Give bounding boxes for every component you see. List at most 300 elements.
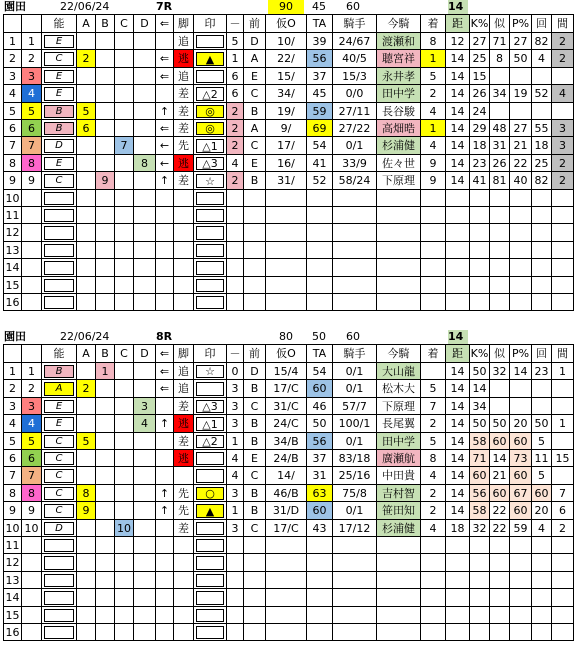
cell-ni bbox=[490, 224, 510, 242]
cell-cc bbox=[115, 415, 134, 433]
cell-kyaku bbox=[174, 277, 194, 294]
cell-kyori: 14 bbox=[446, 415, 470, 433]
cell-d: 3 bbox=[134, 398, 156, 415]
cell-kari bbox=[266, 190, 307, 207]
cell-chaku: 2 bbox=[421, 502, 446, 520]
cell-name bbox=[377, 224, 421, 242]
cell-arr bbox=[156, 433, 174, 450]
cell-b bbox=[96, 137, 115, 155]
cell-ma: 4 bbox=[552, 85, 574, 103]
cell-a: 2 bbox=[77, 50, 96, 68]
cell-b bbox=[96, 50, 115, 68]
cell-arr bbox=[156, 467, 174, 485]
race-number: 7R bbox=[156, 0, 173, 13]
mark-box bbox=[196, 626, 224, 639]
cell-in bbox=[194, 294, 227, 311]
cell-name bbox=[377, 572, 421, 589]
cell-arr bbox=[156, 554, 174, 572]
cell-name bbox=[377, 242, 421, 259]
cell-b bbox=[96, 85, 115, 103]
col-header-name: 今騎 bbox=[377, 14, 421, 33]
mark-box bbox=[196, 609, 224, 622]
cell-cc bbox=[115, 363, 134, 380]
cell-kyaku bbox=[174, 589, 194, 607]
cell-nou bbox=[42, 120, 77, 137]
cell-nou bbox=[42, 433, 77, 450]
col-header-kyori: 距 bbox=[446, 344, 470, 363]
cell-name bbox=[377, 190, 421, 207]
row-number: 8 bbox=[3, 485, 22, 502]
col-header-kyori: 距 bbox=[446, 14, 470, 33]
cell-kyori bbox=[446, 242, 470, 259]
mark-box bbox=[196, 452, 224, 465]
col-header-ni: 似 bbox=[490, 344, 510, 363]
col-header-ta: TA bbox=[307, 344, 333, 363]
cell-cc bbox=[115, 190, 134, 207]
cell-b bbox=[96, 33, 115, 50]
cell-cc bbox=[115, 277, 134, 294]
cell-u: 7 bbox=[22, 137, 42, 155]
cell-ba bbox=[227, 242, 244, 259]
cell-kari: 9/ bbox=[266, 120, 307, 137]
row-number: 2 bbox=[3, 380, 22, 398]
cell-name bbox=[377, 607, 421, 624]
cell-p: 67 bbox=[510, 485, 532, 502]
cell-cc bbox=[115, 259, 134, 277]
top-ta: 45 bbox=[312, 0, 326, 13]
cell-u bbox=[22, 572, 42, 589]
cell-chaku: 9 bbox=[421, 155, 446, 172]
cell-kishu: 40/5 bbox=[333, 50, 377, 68]
cell-ma: 15 bbox=[552, 450, 574, 467]
cell-kyaku: 追 bbox=[174, 363, 194, 380]
cell-ta bbox=[307, 554, 333, 572]
rating-box: C bbox=[44, 469, 74, 483]
cell-name bbox=[377, 554, 421, 572]
rating-box: E bbox=[44, 417, 74, 431]
cell-zen: E bbox=[244, 155, 266, 172]
cell-kari bbox=[266, 537, 307, 554]
col-header-u bbox=[22, 344, 42, 363]
cell-a bbox=[77, 259, 96, 277]
cell-p bbox=[510, 624, 532, 641]
cell-u bbox=[22, 224, 42, 242]
cell-ni bbox=[490, 242, 510, 259]
cell-u: 7 bbox=[22, 467, 42, 485]
cell-ba: 0 bbox=[227, 363, 244, 380]
cell-kyaku bbox=[174, 207, 194, 224]
cell-in bbox=[194, 520, 227, 537]
cell-name: 佐々世 bbox=[377, 155, 421, 172]
cell-a bbox=[77, 624, 96, 641]
cell-a bbox=[77, 467, 96, 485]
cell-ba: 2 bbox=[227, 172, 244, 190]
cell-kyori bbox=[446, 554, 470, 572]
cell-kyaku bbox=[174, 537, 194, 554]
cell-kishu: 0/1 bbox=[333, 502, 377, 520]
col-header-ba: － bbox=[227, 14, 244, 33]
cell-name: 松木大 bbox=[377, 380, 421, 398]
cell-b bbox=[96, 155, 115, 172]
cell-zen bbox=[244, 572, 266, 589]
cell-kishu bbox=[333, 294, 377, 311]
cell-k: 41 bbox=[470, 172, 490, 190]
cell-ta: 37 bbox=[307, 450, 333, 467]
cell-in bbox=[194, 68, 227, 85]
cell-a bbox=[77, 242, 96, 259]
col-header-ta: TA bbox=[307, 14, 333, 33]
cell-chaku: 5 bbox=[421, 380, 446, 398]
cell-zen: E bbox=[244, 68, 266, 85]
cell-cc bbox=[115, 467, 134, 485]
cell-ma: 2 bbox=[552, 50, 574, 68]
rating-box bbox=[44, 591, 74, 605]
cell-ta bbox=[307, 242, 333, 259]
cell-kyaku: 追 bbox=[174, 380, 194, 398]
mark-box: △1 bbox=[196, 139, 224, 153]
cell-ni: 60 bbox=[490, 485, 510, 502]
cell-arr: ↑ bbox=[156, 415, 174, 433]
cell-kishu bbox=[333, 207, 377, 224]
cell-zen: E bbox=[244, 450, 266, 467]
cell-kishu bbox=[333, 537, 377, 554]
cell-arr bbox=[156, 85, 174, 103]
cell-kyaku: 追 bbox=[174, 68, 194, 85]
cell-ni bbox=[490, 572, 510, 589]
mark-box bbox=[196, 70, 224, 83]
cell-ba: 4 bbox=[227, 467, 244, 485]
cell-b: 1 bbox=[96, 363, 115, 380]
cell-a bbox=[77, 137, 96, 155]
cell-k bbox=[470, 242, 490, 259]
cell-ba: 1 bbox=[227, 433, 244, 450]
cell-in bbox=[194, 537, 227, 554]
cell-u bbox=[22, 537, 42, 554]
cell-ba: 2 bbox=[227, 120, 244, 137]
cell-arr bbox=[156, 224, 174, 242]
row-number: 6 bbox=[3, 120, 22, 137]
cell-kari: 17/C bbox=[266, 520, 307, 537]
cell-in bbox=[194, 554, 227, 572]
cell-b bbox=[96, 607, 115, 624]
cell-ba: 3 bbox=[227, 380, 244, 398]
cell-u bbox=[22, 259, 42, 277]
col-header-chaku: 着 bbox=[421, 344, 446, 363]
cell-nou bbox=[42, 624, 77, 641]
cell-ma bbox=[552, 537, 574, 554]
col-header-kyaku: 脚 bbox=[174, 344, 194, 363]
cell-kari bbox=[266, 294, 307, 311]
top-karikai: 90 bbox=[268, 0, 304, 14]
cell-name: 長尾翼 bbox=[377, 415, 421, 433]
cell-arr: ← bbox=[156, 137, 174, 155]
col-header-arr: ⇐ bbox=[156, 344, 174, 363]
cell-u: 3 bbox=[22, 68, 42, 85]
cell-kari: 34/B bbox=[266, 433, 307, 450]
cell-kyori: 14 bbox=[446, 103, 470, 120]
row-number: 9 bbox=[3, 172, 22, 190]
cell-b bbox=[96, 572, 115, 589]
cell-zen: B bbox=[244, 415, 266, 433]
cell-ta bbox=[307, 190, 333, 207]
cell-ma bbox=[552, 554, 574, 572]
cell-p bbox=[510, 294, 532, 311]
cell-kishu bbox=[333, 624, 377, 641]
cell-k: 15 bbox=[470, 68, 490, 85]
cell-kyori bbox=[446, 589, 470, 607]
cell-d bbox=[134, 277, 156, 294]
cell-arr bbox=[156, 33, 174, 50]
cell-ta: 63 bbox=[307, 485, 333, 502]
cell-k bbox=[470, 277, 490, 294]
cell-in bbox=[194, 380, 227, 398]
cell-kyaku bbox=[174, 624, 194, 641]
col-header-ni: 似 bbox=[490, 14, 510, 33]
col-header-k: K% bbox=[470, 344, 490, 363]
cell-in bbox=[194, 155, 227, 172]
cell-kari: 24/B bbox=[266, 450, 307, 467]
cell-d bbox=[134, 103, 156, 120]
cell-k: 60 bbox=[470, 467, 490, 485]
cell-kai bbox=[532, 607, 552, 624]
cell-ba: 1 bbox=[227, 50, 244, 68]
col-header-chaku: 着 bbox=[421, 14, 446, 33]
cell-cc bbox=[115, 207, 134, 224]
cell-p bbox=[510, 554, 532, 572]
cell-kyori bbox=[446, 624, 470, 641]
col-header-b: B bbox=[96, 14, 115, 33]
cell-d bbox=[134, 572, 156, 589]
cell-cc bbox=[115, 572, 134, 589]
cell-zen: A bbox=[244, 50, 266, 68]
cell-kyaku: 差 bbox=[174, 520, 194, 537]
top-kishu: 60 bbox=[346, 0, 360, 13]
cell-kyori: 14 bbox=[446, 172, 470, 190]
cell-zen: B bbox=[244, 433, 266, 450]
cell-chaku: 8 bbox=[421, 33, 446, 50]
cell-nou bbox=[42, 190, 77, 207]
cell-ni: 50 bbox=[490, 415, 510, 433]
cell-arr: ⇐ bbox=[156, 380, 174, 398]
cell-name bbox=[377, 589, 421, 607]
cell-d bbox=[134, 68, 156, 85]
cell-zen bbox=[244, 242, 266, 259]
cell-kyaku bbox=[174, 554, 194, 572]
cell-kyaku bbox=[174, 467, 194, 485]
cell-ba: 3 bbox=[227, 485, 244, 502]
cell-ba: 1 bbox=[227, 502, 244, 520]
cell-u bbox=[22, 624, 42, 641]
cell-u: 5 bbox=[22, 433, 42, 450]
cell-ta: 50 bbox=[307, 415, 333, 433]
cell-arr bbox=[156, 537, 174, 554]
cell-kyori: 14 bbox=[446, 155, 470, 172]
cell-cc bbox=[115, 502, 134, 520]
cell-a bbox=[77, 398, 96, 415]
cell-kyori bbox=[446, 207, 470, 224]
cell-kai bbox=[532, 259, 552, 277]
rating-box bbox=[44, 244, 74, 257]
cell-ni bbox=[490, 607, 510, 624]
cell-kyaku bbox=[174, 259, 194, 277]
row-number: 9 bbox=[3, 502, 22, 520]
cell-nou bbox=[42, 485, 77, 502]
cell-u: 8 bbox=[22, 155, 42, 172]
cell-kai: 4 bbox=[532, 50, 552, 68]
cell-kyori: 14 bbox=[446, 85, 470, 103]
cell-kyaku: 先 bbox=[174, 137, 194, 155]
cell-kyaku bbox=[174, 242, 194, 259]
cell-d bbox=[134, 520, 156, 537]
cell-a bbox=[77, 450, 96, 467]
cell-b bbox=[96, 415, 115, 433]
cell-kyaku: 逃 bbox=[174, 155, 194, 172]
cell-kyori: 14 bbox=[446, 450, 470, 467]
cell-k bbox=[470, 537, 490, 554]
cell-ba bbox=[227, 207, 244, 224]
cell-k bbox=[470, 554, 490, 572]
cell-kai bbox=[532, 277, 552, 294]
cell-p: 60 bbox=[510, 433, 532, 450]
cell-arr: ↑ bbox=[156, 103, 174, 120]
cell-arr bbox=[156, 398, 174, 415]
cell-ba: 3 bbox=[227, 415, 244, 433]
cell-in bbox=[194, 50, 227, 68]
cell-nou bbox=[42, 155, 77, 172]
cell-k bbox=[470, 259, 490, 277]
cell-chaku bbox=[421, 554, 446, 572]
cell-ma bbox=[552, 242, 574, 259]
cell-zen: B bbox=[244, 485, 266, 502]
cell-ma bbox=[552, 572, 574, 589]
cell-ta: 56 bbox=[307, 433, 333, 450]
cell-kyaku bbox=[174, 572, 194, 589]
cell-zen: A bbox=[244, 120, 266, 137]
cell-p bbox=[510, 68, 532, 85]
cell-chaku: 1 bbox=[421, 120, 446, 137]
cell-kishu: 33/9 bbox=[333, 155, 377, 172]
cell-arr bbox=[156, 624, 174, 641]
cell-p: 27 bbox=[510, 120, 532, 137]
cell-kyaku bbox=[174, 190, 194, 207]
cell-ma: 2 bbox=[552, 172, 574, 190]
cell-p bbox=[510, 380, 532, 398]
cell-b bbox=[96, 259, 115, 277]
cell-ta: 60 bbox=[307, 502, 333, 520]
cell-cc bbox=[115, 607, 134, 624]
cell-a bbox=[77, 294, 96, 311]
col-header-d: D bbox=[134, 14, 156, 33]
cell-chaku bbox=[421, 589, 446, 607]
cell-in bbox=[194, 103, 227, 120]
cell-cc bbox=[115, 120, 134, 137]
cell-kishu: 58/24 bbox=[333, 172, 377, 190]
row-number: 13 bbox=[3, 572, 22, 589]
cell-kari bbox=[266, 224, 307, 242]
cell-kari: 31/D bbox=[266, 502, 307, 520]
cell-k bbox=[470, 589, 490, 607]
cell-ba bbox=[227, 554, 244, 572]
cell-cc bbox=[115, 433, 134, 450]
rating-box bbox=[44, 574, 74, 587]
cell-cc bbox=[115, 537, 134, 554]
cell-d bbox=[134, 589, 156, 607]
cell-a bbox=[77, 520, 96, 537]
cell-kari bbox=[266, 207, 307, 224]
cell-kari: 24/C bbox=[266, 415, 307, 433]
cell-kari bbox=[266, 277, 307, 294]
cell-name bbox=[377, 259, 421, 277]
top-karikai: 80 bbox=[279, 330, 293, 343]
cell-ni bbox=[490, 277, 510, 294]
cell-kyaku: 差 bbox=[174, 85, 194, 103]
rating-box: C bbox=[44, 435, 74, 448]
cell-ni bbox=[490, 589, 510, 607]
cell-zen: C bbox=[244, 85, 266, 103]
cell-p bbox=[510, 207, 532, 224]
row-number: 15 bbox=[3, 607, 22, 624]
cell-name: 永井孝 bbox=[377, 68, 421, 85]
cell-kyaku: 逃 bbox=[174, 415, 194, 433]
cell-ma: 3 bbox=[552, 137, 574, 155]
row-number: 3 bbox=[3, 398, 22, 415]
cell-arr: ⇐ bbox=[156, 120, 174, 137]
cell-b bbox=[96, 520, 115, 537]
cell-name: 高畑晧 bbox=[377, 120, 421, 137]
cell-kai bbox=[532, 103, 552, 120]
col-header-d: D bbox=[134, 344, 156, 363]
cell-kyaku bbox=[174, 224, 194, 242]
cell-nou bbox=[42, 294, 77, 311]
rating-box bbox=[44, 609, 74, 622]
cell-ni bbox=[490, 294, 510, 311]
cell-ta: 52 bbox=[307, 172, 333, 190]
col-header-kyaku: 脚 bbox=[174, 14, 194, 33]
cell-arr: ⇐ bbox=[156, 68, 174, 85]
col-header-arr: ⇐ bbox=[156, 14, 174, 33]
cell-k bbox=[470, 294, 490, 311]
cell-kyori bbox=[446, 294, 470, 311]
cell-kishu: 57/7 bbox=[333, 398, 377, 415]
cell-kari bbox=[266, 242, 307, 259]
cell-ni: 32 bbox=[490, 363, 510, 380]
rating-box bbox=[44, 626, 74, 639]
cell-ni: 26 bbox=[490, 155, 510, 172]
cell-d bbox=[134, 259, 156, 277]
cell-u: 9 bbox=[22, 172, 42, 190]
cell-cc bbox=[115, 224, 134, 242]
cell-kari: 15/4 bbox=[266, 363, 307, 380]
cell-ta bbox=[307, 207, 333, 224]
cell-p: 19 bbox=[510, 85, 532, 103]
mark-box bbox=[196, 591, 224, 605]
cell-zen bbox=[244, 537, 266, 554]
cell-kyori: 14 bbox=[446, 380, 470, 398]
col-header-name: 今騎 bbox=[377, 344, 421, 363]
cell-kai bbox=[532, 572, 552, 589]
cell-p: 27 bbox=[510, 33, 532, 50]
cell-b bbox=[96, 554, 115, 572]
cell-kyori: 14 bbox=[446, 467, 470, 485]
mark-box bbox=[196, 469, 224, 483]
cell-p: 60 bbox=[510, 502, 532, 520]
cell-k: 26 bbox=[470, 85, 490, 103]
mark-box: ◎ bbox=[196, 105, 224, 118]
cell-kyaku: 差 bbox=[174, 398, 194, 415]
rating-box bbox=[44, 539, 74, 552]
mark-box: △1 bbox=[196, 417, 224, 431]
cell-kari bbox=[266, 259, 307, 277]
